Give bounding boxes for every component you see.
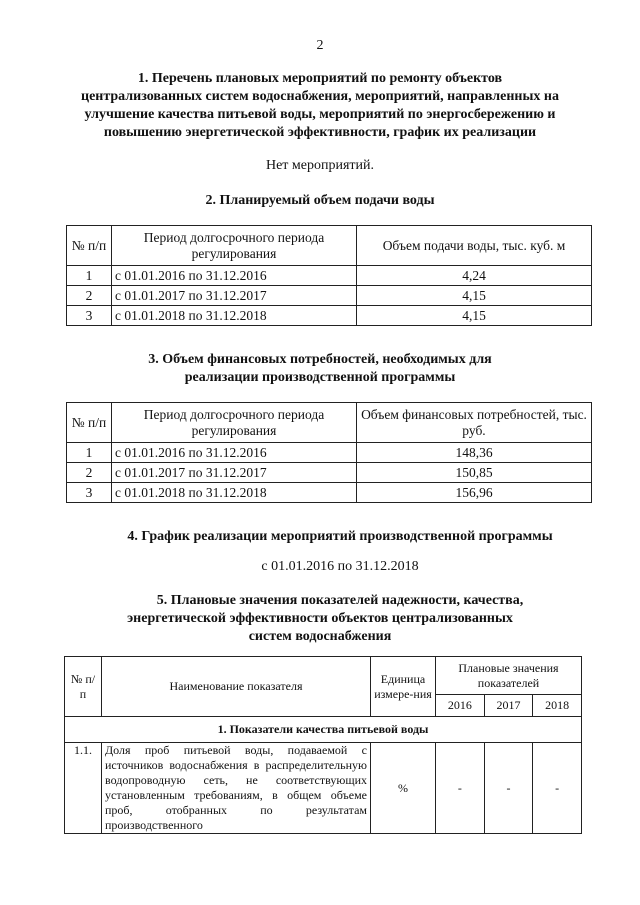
section5-title-line-2: энергетической эффективности объектов централизованных (127, 611, 513, 626)
table-header: № п/п (67, 403, 112, 443)
table-cell: - (436, 743, 485, 834)
table-cell: с 01.01.2017 по 31.12.2017 (112, 463, 357, 483)
section2-title: 2. Планируемый объем подачи воды (205, 193, 435, 208)
table-cell: - (484, 743, 533, 834)
table-row (65, 743, 582, 834)
table-cell: 3 (67, 483, 112, 503)
section4-text: с 01.01.2016 по 31.12.2018 (261, 559, 419, 574)
table-cell: с 01.01.2016 по 31.12.2016 (112, 266, 357, 286)
table-header: Объем подачи воды, тыс. куб. м (357, 226, 592, 266)
table-header: Плановые значения показателей (436, 657, 582, 695)
table-cell: 4,15 (357, 306, 592, 326)
section1-title-line-3: улучшение качества питьевой воды, мероприятий по энергосбережению и (84, 107, 556, 122)
table-row (67, 286, 592, 306)
table-cell: 156,96 (357, 483, 592, 503)
section1-title-line-4: повышению энергетической эффективности, график их реализации (103, 125, 537, 140)
section1-text: Нет мероприятий. (265, 158, 375, 173)
table-row (67, 443, 592, 463)
section1-title-line-1: 1. Перечень плановых мероприятий по ремонту объектов (137, 71, 503, 86)
section5-title-line-3: систем водоснабжения (248, 629, 392, 644)
table-row (67, 483, 592, 503)
table-header-year: 2016 (436, 695, 485, 717)
table-cell: 1 (67, 266, 112, 286)
section3-title-line-1: 3. Объем финансовых потребностей, необходимых для (148, 352, 492, 367)
table-header-year: 2017 (484, 695, 533, 717)
table-cell: 148,36 (357, 443, 592, 463)
table-header: Период долгосрочного периода регулирования (112, 403, 357, 443)
table-cell: 150,85 (357, 463, 592, 483)
section3-title-line-2: реализации производственной программы (184, 370, 456, 385)
table-row (67, 306, 592, 326)
table-header-year: 2018 (533, 695, 582, 717)
section5-title-line-1: 5. Плановые значения показателей надежности, качества, (156, 593, 524, 608)
section1-title-line-2: централизованных систем водоснабжения, мероприятий, направленных на (81, 89, 559, 104)
table-cell: - (533, 743, 582, 834)
table-header: Объем финансовых потребностей, тыс. руб. (357, 403, 592, 443)
table-cell: % (371, 743, 436, 834)
indicators-table (64, 656, 582, 834)
page-number: 2 (316, 38, 324, 53)
table-row (67, 463, 592, 483)
table-header: № п/п (67, 226, 112, 266)
table-cell: Доля проб питьевой воды, подаваемой с источников водоснабжения в распределительную водопроводную сеть, не соответствующих установленным требованиям, в общем объеме проб, отобранных по результатам производственного (102, 743, 371, 834)
financial-needs-table (66, 402, 592, 503)
table-cell: 2 (67, 286, 112, 306)
table-cell: с 01.01.2017 по 31.12.2017 (112, 286, 357, 306)
table-cell: с 01.01.2018 по 31.12.2018 (112, 306, 357, 326)
table-header: Единица измере-ния (371, 657, 436, 717)
table-header: № п/п (65, 657, 102, 717)
table-header: Период долгосрочного периода регулирования (112, 226, 357, 266)
table-cell: с 01.01.2016 по 31.12.2016 (112, 443, 357, 463)
table-cell: 1.1. (65, 743, 102, 834)
group-row: 1. Показатели качества питьевой воды (65, 717, 582, 743)
water-supply-table (66, 225, 592, 326)
table-cell: 4,15 (357, 286, 592, 306)
table-header: Наименование показателя (102, 657, 371, 717)
section4-title: 4. График реализации мероприятий производственной программы (127, 529, 553, 544)
table-cell: 2 (67, 463, 112, 483)
table-row (67, 266, 592, 286)
table-cell: 1 (67, 443, 112, 463)
table-cell: 3 (67, 306, 112, 326)
table-cell: 4,24 (357, 266, 592, 286)
table-cell: с 01.01.2018 по 31.12.2018 (112, 483, 357, 503)
